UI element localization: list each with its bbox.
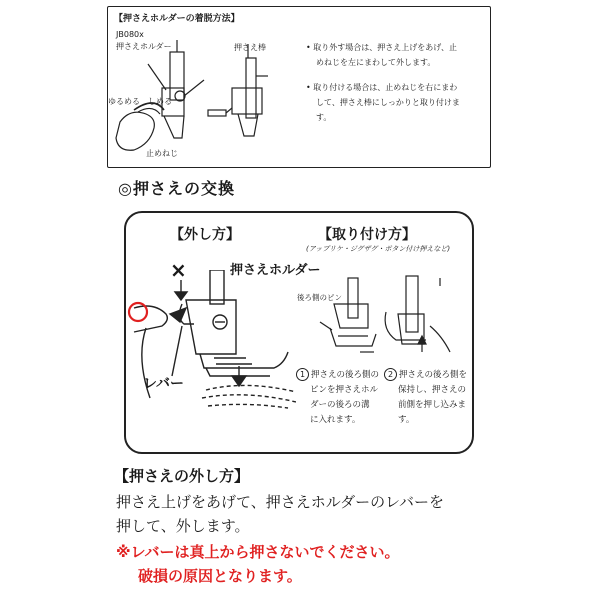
removal-method-heading: 【押さえの外し方】	[114, 467, 250, 485]
x-mark: ×	[170, 258, 187, 282]
step1-number: 1	[296, 368, 309, 381]
top-note-line: めねじを左にまわして外します。	[316, 58, 436, 67]
warning-line-1: ※レバーは真上から押さないでください。	[116, 543, 400, 561]
holder-attach-illustration	[108, 40, 298, 162]
section-title: ◎押さえの交換	[118, 179, 235, 198]
attach-subtitle: (アップリケ・ジグザグ・ボタン付け押えなど)	[306, 245, 451, 253]
attach-illustration	[290, 256, 462, 366]
instruction-line-1: 押さえ上げをあげて、押さえホルダーのレバーを	[116, 493, 445, 511]
holder-label-mid: 押さえホルダー	[230, 263, 321, 278]
top-box-title: 【押さえホルダーの着脱方法】	[114, 14, 240, 24]
attach-heading: 【取り付け方】	[318, 227, 416, 243]
warning-line-2: 破損の原因となります。	[138, 567, 302, 585]
holder-label-top: 押さえホルダー	[116, 42, 172, 51]
top-note-line: • 取り付ける場合は、止めねじを右にまわ	[306, 83, 458, 92]
step1-line: ピンを押さえホル	[310, 385, 379, 395]
lever-label: レバー	[143, 376, 185, 392]
top-note-line: して、押さえ棒にしっかりと取り付けま	[316, 98, 460, 107]
top-note-spacer	[306, 70, 460, 80]
step1-line: に入れます。	[310, 415, 361, 425]
step2-line: 保持し、押さえの	[398, 385, 467, 395]
step2-line: 前側を押し込みま	[398, 400, 467, 410]
removal-illustration	[126, 270, 296, 420]
model-label: JB080x	[116, 30, 144, 39]
top-note-line: • 取り外す場合は、押さえ上げをあげ、止	[306, 43, 457, 52]
instruction-line-2: 押して、外します。	[116, 517, 250, 535]
top-note-block	[306, 40, 460, 125]
loosen-tighten-label: ゆるめる しめる	[108, 97, 172, 106]
red-circle-marker	[129, 303, 147, 321]
rear-pin-label: 後ろ側のピン	[297, 293, 342, 302]
step2-line: す。	[398, 415, 415, 425]
step2-number: 2	[384, 368, 397, 381]
step1-line: ダーの後ろの溝	[310, 400, 370, 410]
step2-line: 2 押さえの後ろ側を	[384, 368, 467, 383]
step2-instruction	[384, 368, 467, 428]
remove-heading: 【外し方】	[170, 227, 240, 243]
step1-instruction	[296, 368, 379, 428]
top-note-line: す。	[316, 113, 332, 122]
screw-label: 止めねじ	[146, 149, 178, 158]
presser-bar-label: 押さえ棒	[234, 43, 266, 52]
step1-line: 1 押さえの後ろ側の	[296, 368, 379, 383]
